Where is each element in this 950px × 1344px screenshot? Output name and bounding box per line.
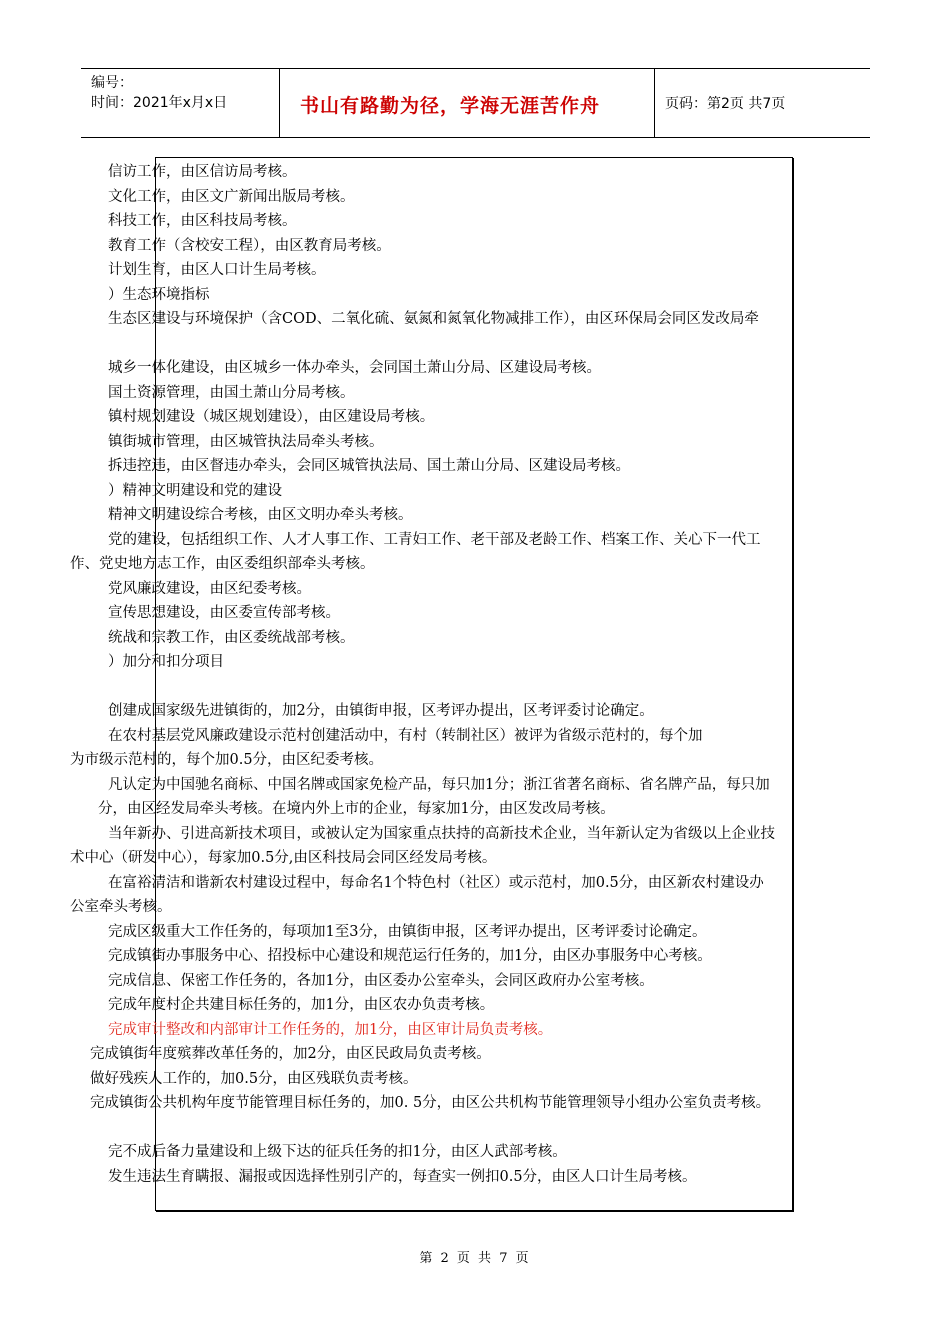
body-line: 凡认定为中国驰名商标、中国名牌或国家免检产品，每只加1分；浙江省著名商标、省名牌产品，每只加: [108, 776, 770, 793]
blank-line: [70, 1116, 885, 1141]
body-line: 国土资源管理，由国土萧山分局考核。: [108, 384, 355, 401]
body-line: 完成镇街年度殡葬改革任务的，加2分，由区民政局负责考核。: [90, 1046, 491, 1062]
body-line: 镇街城市管理，由区城管执法局牵头考核。: [108, 433, 384, 450]
body-line: 精神文明建设综合考核，由区文明办牵头考核。: [108, 507, 413, 523]
page-footer: 第 2 页 共 7 页: [419, 1251, 531, 1266]
body-line: 科技工作，由区科技局考核。: [108, 213, 297, 229]
body-line: 为市级示范村的，每个加0.5分，由区纪委考核。: [70, 752, 384, 768]
header-divider: [654, 69, 655, 137]
header-meta: [91, 73, 227, 113]
body-line: 教育工作（含校安工程），由区教育局考核。: [108, 237, 391, 254]
body-line: 公室牵头考核。: [70, 899, 172, 915]
section-heading: ）加分和扣分项目: [108, 654, 224, 670]
number-label: 编号：: [91, 75, 133, 91]
section-heading: ）生态环境指标: [108, 286, 210, 303]
section-heading: ）精神文明建设和党的建设: [108, 482, 282, 499]
body-line: 当年新办、引进高新技术项目，或被认定为国家重点扶持的高新技术企业，当年新认定为省级以上企业技: [108, 825, 775, 842]
body-line: 生态区建设与环境保护（含COD、二氧化硫、氨氮和氮氧化物减排工作），由区环保局会同区发改局牵: [108, 311, 759, 327]
body-line: 发生违法生育瞒报、漏报或因选择性别引产的，每查实一例扣0.5分，由区人口计生局考核。: [108, 1168, 697, 1185]
body-line: 拆违控违，由区督违办牵头，会同区城管执法局、国土萧山分局、区建设局考核。: [108, 458, 630, 474]
body-line: 完成镇街办事服务中心、招投标中心建设和规范运行任务的，加1分，由区办事服务中心考核。: [108, 948, 712, 964]
body-line: 计划生育，由区人口计生局考核。: [108, 262, 326, 278]
body-line: 完成信息、保密工作任务的，各加1分，由区委办公室牵头，会同区政府办公室考核。: [108, 972, 654, 989]
body-line: 做好残疾人工作的，加0.5分，由区残联负责考核。: [90, 1070, 418, 1087]
body-line: 城乡一体化建设，由区城乡一体办牵头，会同国土萧山分局、区建设局考核。: [108, 360, 601, 376]
body-line: 创建成国家级先进镇街的，加2分，由镇街申报，区考评办提出，区考评委讨论确定。: [108, 703, 654, 719]
body-line: 宣传思想建设，由区委宣传部考核。: [108, 605, 340, 621]
body-line: 信访工作，由区信访局考核。: [108, 164, 297, 180]
body-line: 分，由区经发局牵头考核。在境内外上市的企业，每家加1分，由区发改局考核。: [98, 801, 615, 817]
header-motto: 书山有路勤为径，学海无涯苦作舟: [300, 95, 601, 117]
body-line: 镇村规划建设（城区规划建设），由区建设局考核。: [108, 409, 435, 425]
body-line: 统战和宗教工作，由区委统战部考核。: [108, 629, 355, 646]
body-line: 完不成后备力量建设和上级下达的征兵任务的扣1分，由区人武部考核。: [108, 1144, 567, 1160]
header-page-info: 页码：第2页 共7页: [665, 96, 786, 112]
document-body: [70, 160, 885, 1189]
body-line: 在富裕清洁和谐新农村建设过程中，每命名1个特色村（社区）或示范村，加0.5分，由区新农村建设办: [108, 874, 764, 891]
body-line: 在农村基层党风廉政建设示范村创建活动中，有村（转制社区）被评为省级示范村的，每个加: [108, 727, 703, 744]
body-line: 文化工作，由区文广新闻出版局考核。: [108, 188, 355, 205]
body-line: 党的建设，包括组织工作、人才人事工作、工青妇工作、老干部及老龄工作、档案工作、关心下一代工: [108, 531, 761, 548]
body-line: 完成镇街公共机构年度节能管理目标任务的，加0. 5分，由区公共机构节能管理领导小组办公室负责考核。: [90, 1095, 771, 1111]
blank-line: [70, 332, 885, 357]
body-line: 作、党史地方志工作，由区委组织部牵头考核。: [70, 556, 375, 572]
highlighted-line: 完成审计整改和内部审计工作任务的，加1分，由区审计局负责考核。: [108, 1021, 553, 1038]
body-line: 完成区级重大工作任务的，每项加1至3分，由镇街申报，区考评办提出，区考评委讨论确定。: [108, 923, 707, 940]
time-label: 时间：2021年x月x日: [91, 95, 228, 111]
body-line: 党风廉政建设，由区纪委考核。: [108, 580, 311, 597]
header-divider: [279, 69, 280, 137]
blank-line: [70, 675, 885, 700]
page-header: [81, 68, 870, 138]
body-line: 术中心（研发中心），每家加0.5分,由区科技局会同区经发局考核。: [70, 850, 497, 866]
body-line: 完成年度村企共建目标任务的，加1分，由区农办负责考核。: [108, 997, 495, 1013]
